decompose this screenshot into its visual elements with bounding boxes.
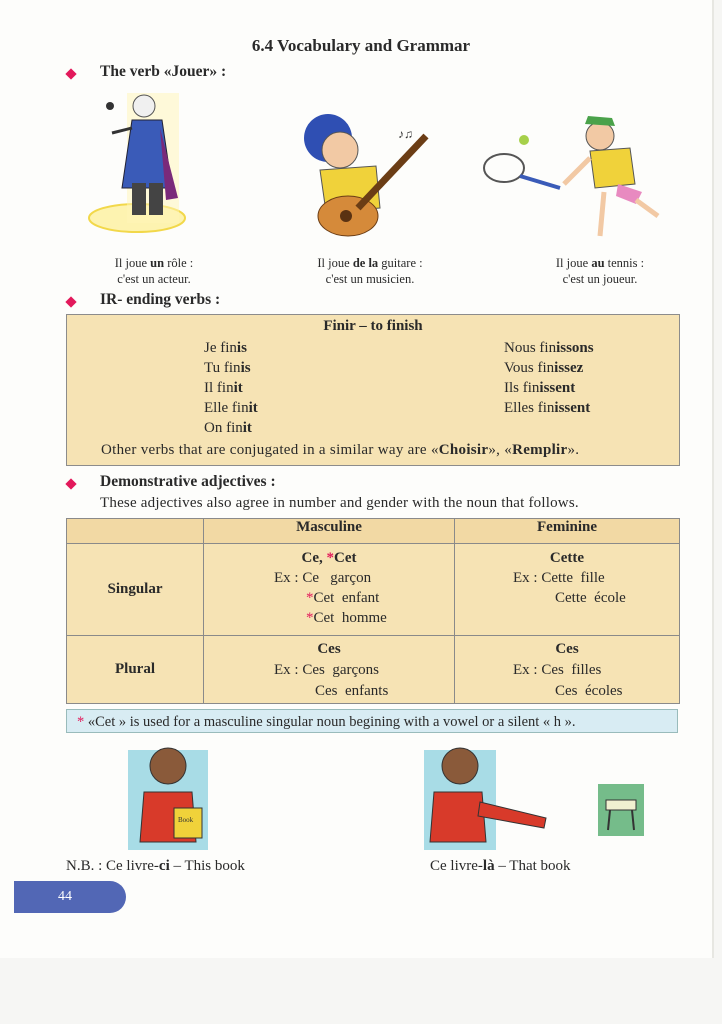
book-label: Book [178,816,194,824]
conjugation-vous: Vous finissez [504,360,584,376]
similar-verbs-line: Other verbs that are conjugated in a similar way are «Choisir», «Remplir». [101,442,580,458]
svg-text:♪♫: ♪♫ [398,127,413,141]
cell-plural-feminine: Ces Ex : Ces filles Ces écoles [455,636,680,704]
conjugation-nous: Nous finissons [504,340,594,356]
tennis-player-illustration [480,96,670,246]
bullet-icon [65,68,76,79]
conjugation-tu: Tu finis [204,360,251,376]
cell-singular-masculine: Ce, *Cet Ex : Ce garçon *Cet enfant *Cet homme [204,544,455,636]
row-header-singular: Singular [67,544,204,636]
col-header-masculine: Masculine [204,519,455,544]
cet-note: * «Cet » is used for a masculine singular noun begining with a vowel or a silent « h ». [66,709,678,733]
cell-plural-masculine: Ces Ex : Ces garçons Ces enfants [204,636,455,704]
conjugation-ils: Ils finissent [504,380,576,396]
boy-holding-book-illustration [124,742,214,854]
conjugation-je: Je finis [204,340,247,356]
conjugation-box [66,314,680,466]
conjugation-elle: Elle finit [204,400,258,416]
section-heading-demonstratives: Demonstrative adjectives : [100,473,276,490]
caption-musician: Il joue de la guitare : c'est un musicien. [317,256,423,286]
section-heading-jouer: The verb «Jouer» : [100,63,227,80]
actor-illustration [82,88,192,238]
conjugation-on: On finit [204,420,252,436]
caption-actor: Il joue un rôle : c'est un acteur. [114,256,194,286]
table-corner [67,519,204,544]
page-title: 6.4 Vocabulary and Grammar [251,36,471,55]
row-header-plural: Plural [67,636,204,704]
demonstrative-table [66,518,680,704]
page-number: 44 [14,881,126,913]
col-header-feminine: Feminine [455,519,680,544]
this-book-line: N.B. : Ce livre-ci – This book [66,858,245,874]
caption-player: Il joue au tennis : c'est un joueur. [555,256,645,286]
bullet-icon [65,478,76,489]
distant-book-table-illustration [596,782,646,838]
boy-pointing-illustration [420,742,560,854]
cell-singular-feminine: Cette Ex : Cette fille Cette école [455,544,680,636]
section-heading-ir-verbs: IR- ending verbs : [100,291,221,308]
bullet-icon [65,296,76,307]
conjugation-elles: Elles finissent [504,400,591,416]
conjugation-il: Il finit [204,380,243,396]
demonstratives-description: These adjectives also agree in number and gender with the noun that follows. [100,495,579,511]
guitarist-illustration [298,108,438,246]
that-book-line: Ce livre-là – That book [430,858,571,874]
conjugation-title: Finir – to finish [323,318,423,334]
